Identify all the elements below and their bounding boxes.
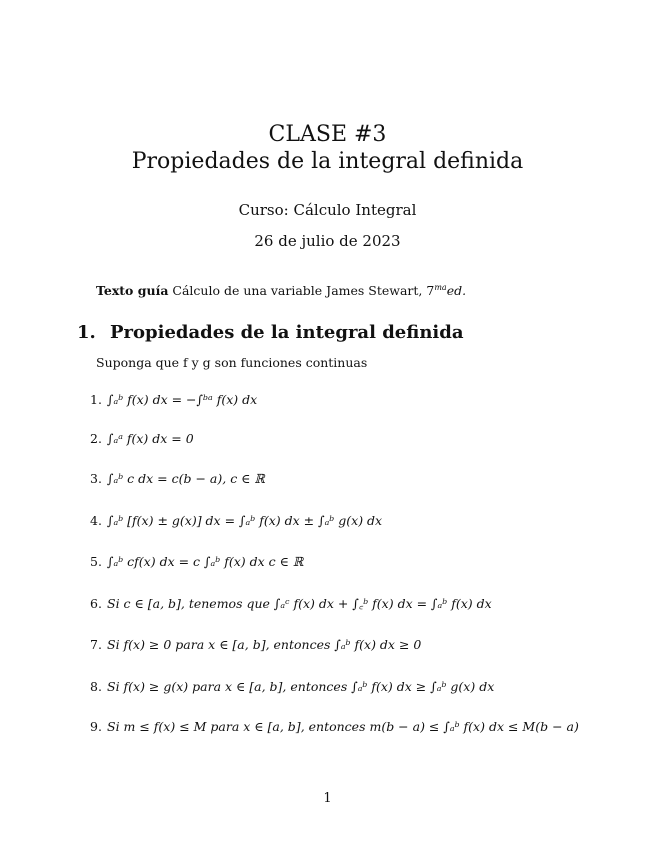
property-number: 1. <box>90 391 102 407</box>
section-title: Propiedades de la integral definida <box>110 322 464 343</box>
guide-edition-sup: ma <box>434 283 447 292</box>
property-number: 3. <box>90 470 102 486</box>
property-formula: ∫ₐᵇ c dx = c(b − a), c ∈ ℝ <box>107 470 265 486</box>
title-line-2: Propiedades de la integral definida <box>131 149 524 174</box>
property-formula: ∫ₐᵇ [f(x) ± g(x)] dx = ∫ₐᵇ f(x) dx ± ∫ₐᵇ g(x) dx <box>107 512 383 528</box>
page-number: 1 <box>323 791 332 806</box>
property-item <box>90 384 257 414</box>
property-number: 6. <box>90 595 102 611</box>
guide-body: Cálculo de una variable James Stewart, 7 <box>172 283 435 299</box>
property-item <box>90 588 492 618</box>
property-formula: Si m ≤ f(x) ≤ M para x ∈ [a, b], entonces m(b − a) ≤ ∫ₐᵇ f(x) dx ≤ M(b − a) <box>107 718 579 734</box>
section-intro: Suponga que f y g son funciones continuas <box>96 355 368 370</box>
property-number: 8. <box>90 678 102 694</box>
property-item <box>90 505 382 535</box>
property-number: 4. <box>90 512 102 528</box>
property-item <box>90 546 303 576</box>
property-formula: Si c ∈ [a, b], tenemos que ∫ₐᶜ f(x) dx + ∫꜀ᵇ f(x) dx = ∫ₐᵇ f(x) dx <box>107 595 492 611</box>
guide-label: Texto guía <box>96 283 169 299</box>
property-formula: ∫ₐᵇ cf(x) dx = c ∫ₐᵇ f(x) dx c ∈ ℝ <box>107 553 304 569</box>
property-number: 9. <box>90 718 102 734</box>
property-item <box>90 711 579 741</box>
property-item <box>90 629 421 659</box>
property-formula: Si f(x) ≥ 0 para x ∈ [a, b], entonces ∫ₐᵇ f(x) dx ≥ 0 <box>107 636 422 652</box>
property-item <box>90 671 494 701</box>
property-number: 7. <box>90 636 102 652</box>
section-heading <box>77 322 464 343</box>
course-label: Curso: Cálculo Integral <box>238 201 417 219</box>
property-item <box>90 463 265 493</box>
property-number: 2. <box>90 430 102 446</box>
section-number: 1. <box>77 322 96 343</box>
property-formula: ∫ₐᵇ f(x) dx = −∫ᵇᵃ f(x) dx <box>107 391 258 407</box>
property-item <box>90 423 194 453</box>
guide-text <box>96 283 466 298</box>
date-label: 26 de julio de 2023 <box>254 232 401 250</box>
guide-edition-suffix: ed. <box>446 283 467 299</box>
property-formula: Si f(x) ≥ g(x) para x ∈ [a, b], entonces ∫ₐᵇ f(x) dx ≥ ∫ₐᵇ g(x) dx <box>107 678 495 694</box>
title-line-1: CLASE #3 <box>268 122 387 147</box>
property-formula: ∫ₐᵃ f(x) dx = 0 <box>107 430 194 446</box>
property-number: 5. <box>90 553 102 569</box>
